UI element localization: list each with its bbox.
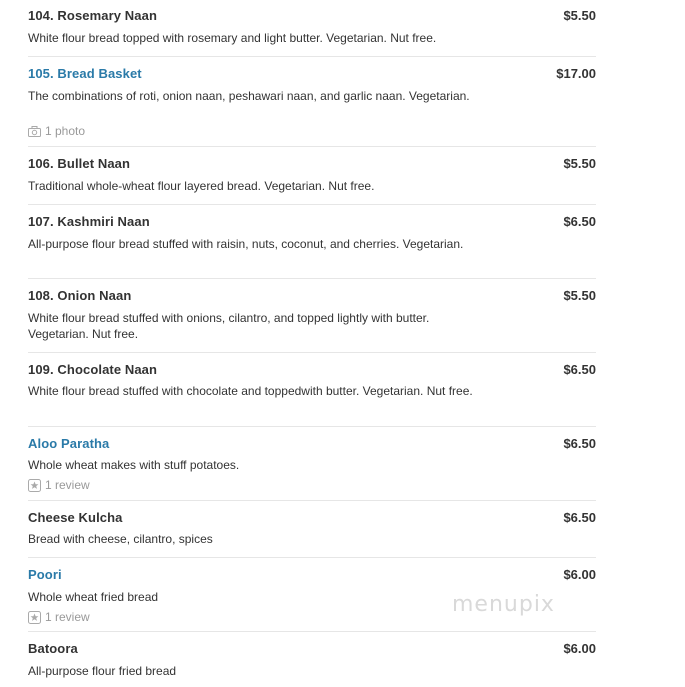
item-price: $6.00 <box>563 641 596 656</box>
item-name: 108. Onion Naan <box>28 288 132 303</box>
item-description: Bread with cheese, cilantro, spices <box>28 532 213 546</box>
item-description: Whole wheat makes with stuff potatoes. <box>28 458 240 472</box>
item-name: 107. Kashmiri Naan <box>28 214 150 229</box>
item-price: $5.50 <box>563 288 596 303</box>
star-icon <box>28 479 41 492</box>
item-name-link[interactable]: 105. Bread Basket <box>28 66 142 81</box>
item-name: Batoora <box>28 641 78 656</box>
review-link[interactable] <box>28 478 90 492</box>
item-description: All-purpose flour fried bread <box>28 664 177 678</box>
review-count: 1 review <box>45 478 90 492</box>
star-icon <box>28 611 41 624</box>
menu-item <box>28 214 596 279</box>
item-price: $6.50 <box>563 214 596 229</box>
camera-icon <box>28 126 41 137</box>
item-name: Cheese Kulcha <box>28 510 123 525</box>
item-name-link[interactable]: Poori <box>28 567 62 582</box>
item-price: $17.00 <box>556 66 596 81</box>
review-count: 1 review <box>45 610 90 624</box>
item-price: $5.50 <box>563 156 596 171</box>
menu-item <box>28 66 596 147</box>
menu-item <box>28 362 596 427</box>
review-link[interactable] <box>28 610 90 624</box>
item-price: $6.50 <box>563 436 596 451</box>
menu-item <box>28 641 596 685</box>
item-description: Whole wheat fried bread <box>28 590 159 604</box>
item-description: All-purpose flour bread stuffed with raisin, nuts, coconut, and cherries. Vegetarian. <box>28 237 464 251</box>
item-name-link[interactable]: Aloo Paratha <box>28 436 110 451</box>
menu-item <box>28 156 596 205</box>
item-description: White flour bread topped with rosemary and light butter. Vegetarian. Nut free. <box>28 31 437 45</box>
item-price: $6.50 <box>563 510 596 525</box>
item-name: 109. Chocolate Naan <box>28 362 158 377</box>
item-price: $6.00 <box>563 567 596 582</box>
menu-item <box>28 510 596 558</box>
menu-item <box>28 436 596 501</box>
item-description: White flour bread stuffed with onions, cilantro, and topped lightly with butter. Vegetarian. Nut free. <box>28 311 430 341</box>
item-description: The combinations of roti, onion naan, peshawari naan, and garlic naan. Vegetarian. <box>28 89 470 103</box>
item-description: Traditional whole-wheat flour layered bread. Vegetarian. Nut free. <box>28 179 375 193</box>
item-name: 106. Bullet Naan <box>28 156 131 171</box>
item-price: $6.50 <box>563 362 596 377</box>
photo-link[interactable] <box>28 124 85 138</box>
item-description: White flour bread stuffed with chocolate and toppedwith butter. Vegetarian. Nut free. <box>28 384 473 398</box>
menu-item <box>28 8 596 57</box>
item-name: 104. Rosemary Naan <box>28 8 157 23</box>
menupix-watermark: menupix <box>452 592 555 617</box>
photo-count: 1 photo <box>45 124 86 138</box>
menu-item <box>28 288 596 353</box>
item-price: $5.50 <box>563 8 596 23</box>
